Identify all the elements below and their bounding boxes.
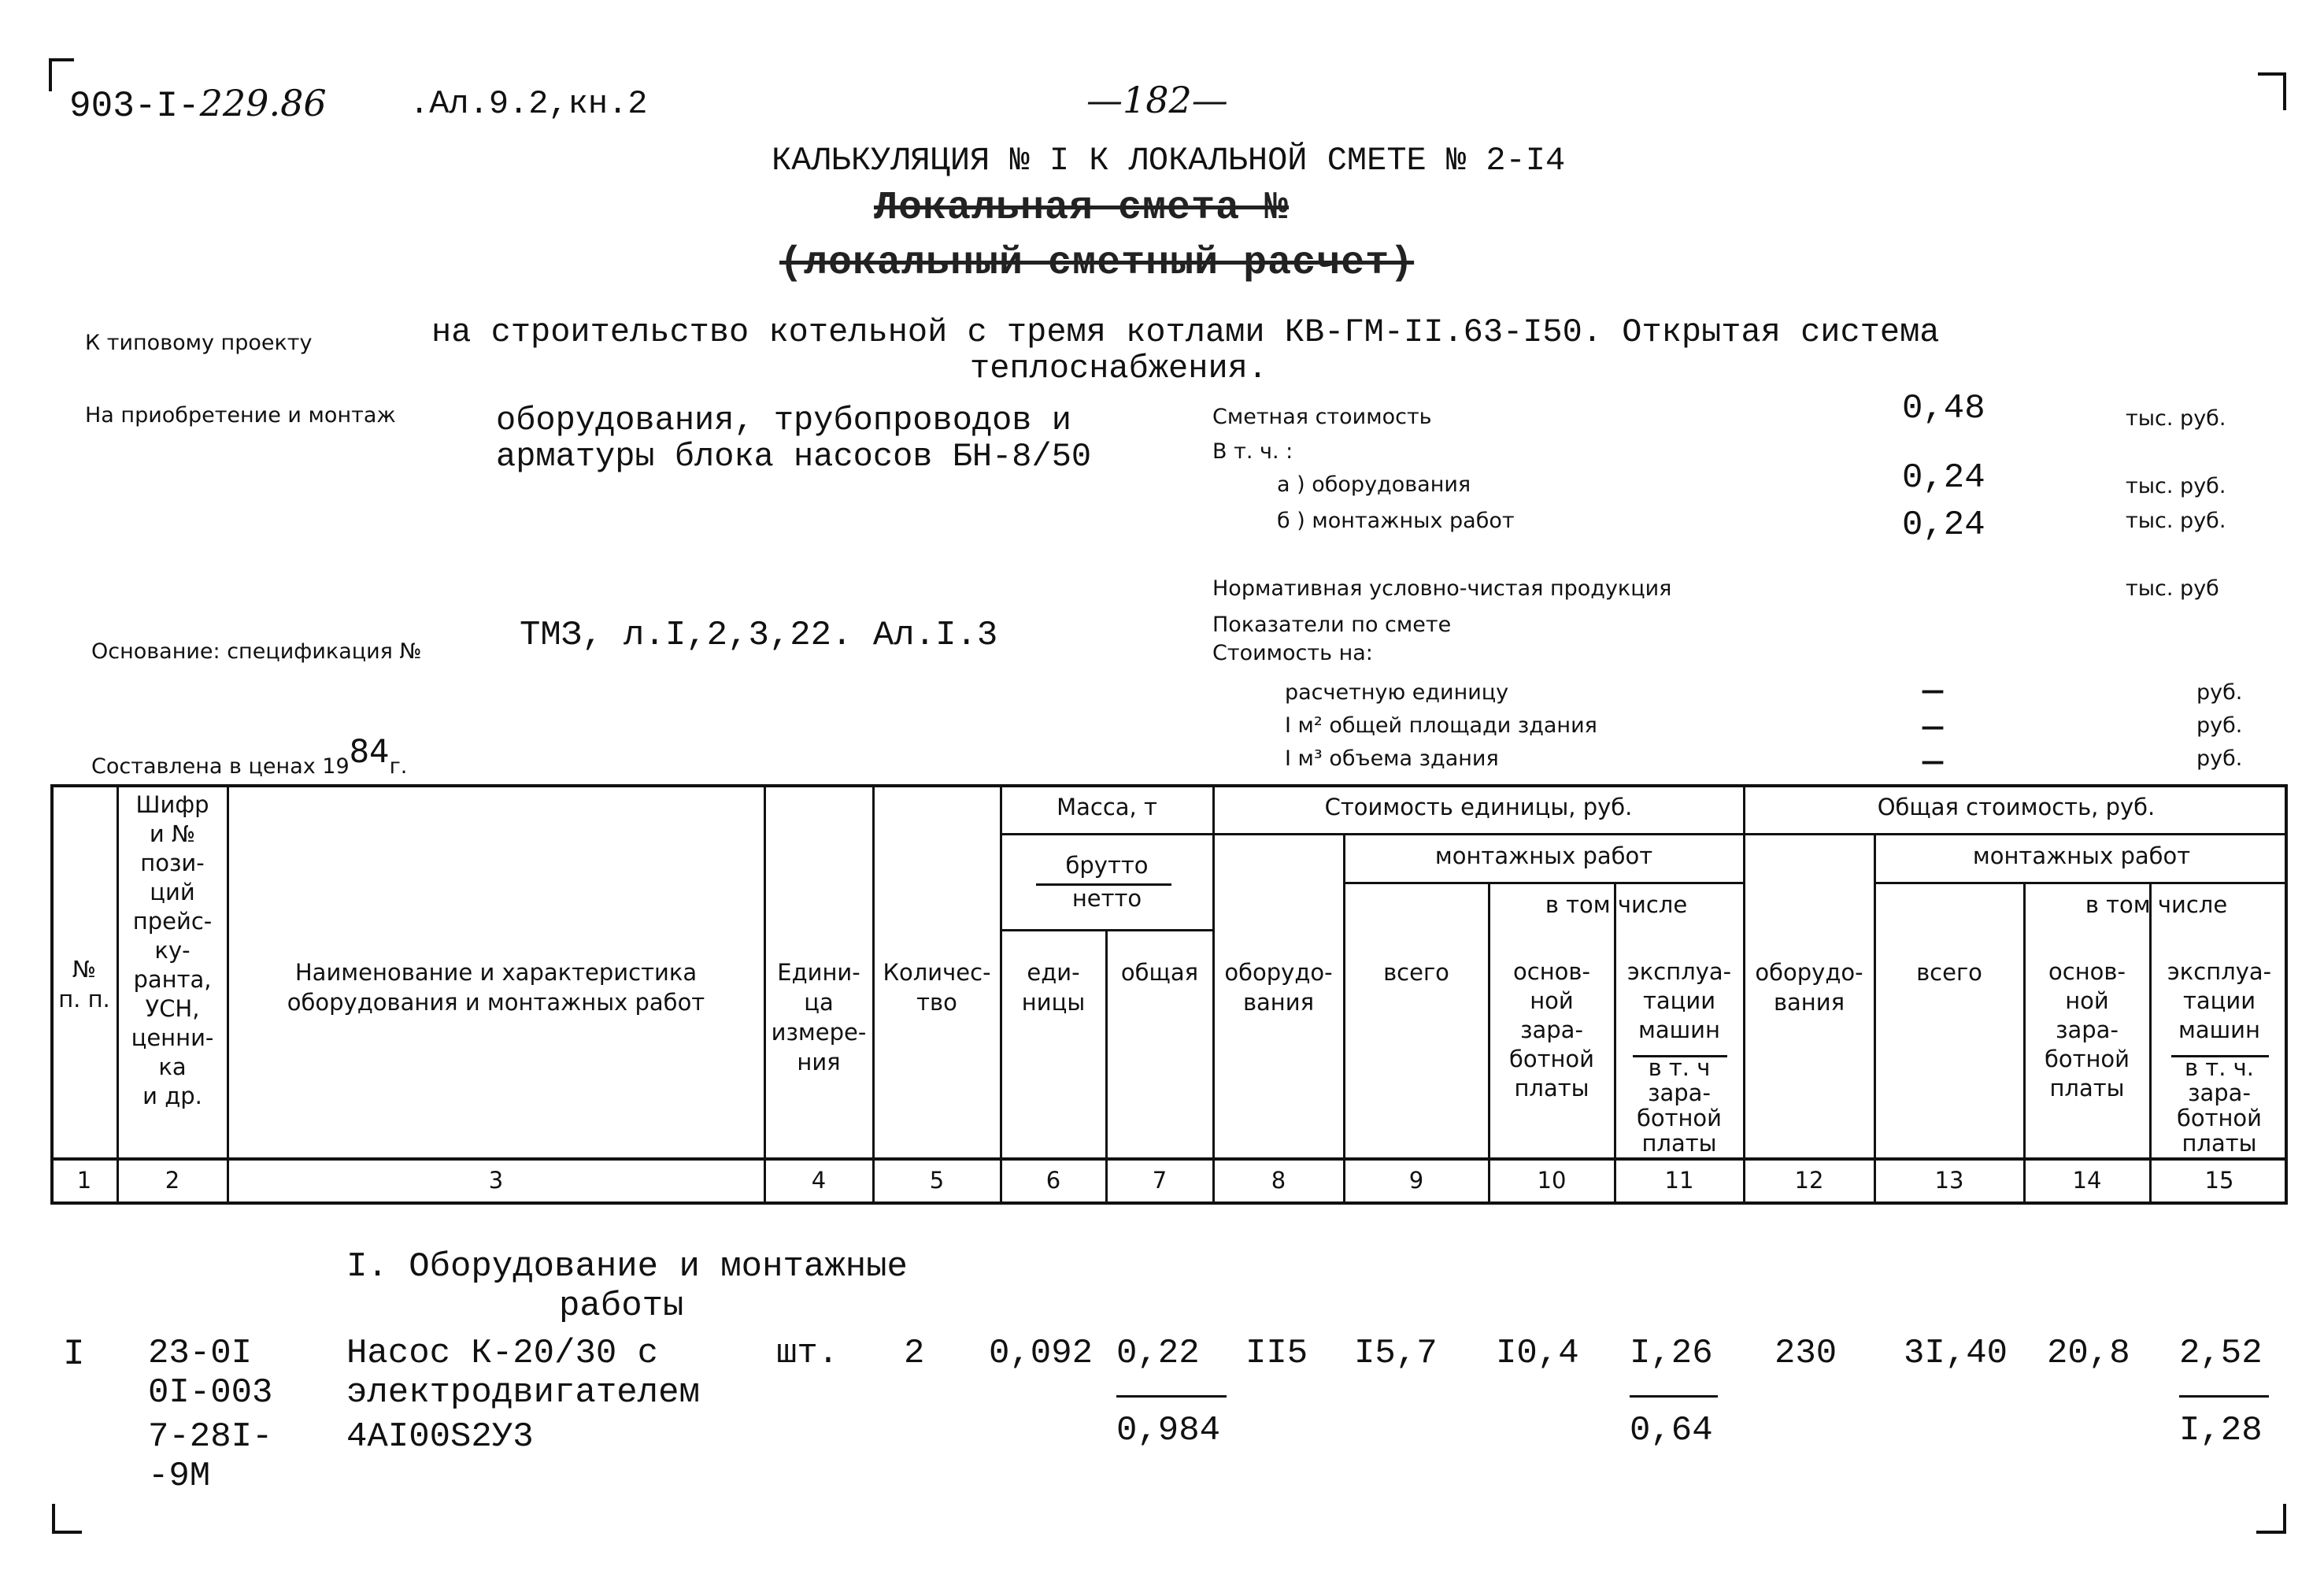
column-number: 5	[929, 1167, 945, 1194]
row-equipment-total: 230	[1774, 1334, 1837, 1373]
section-title-line2: работы	[559, 1287, 684, 1326]
column-number: 13	[1934, 1167, 1964, 1194]
album-reference: .Ал.9.2,кн.2	[409, 85, 648, 123]
row-code-line3: 7-28I-	[148, 1417, 273, 1457]
column-number: 12	[1794, 1167, 1824, 1194]
row-machine-wage-sum: I,28	[2179, 1411, 2263, 1450]
row-machine-fraction-line	[1630, 1395, 1718, 1398]
row-divider	[1000, 929, 1212, 931]
install-label: б ) монтажных работ	[1277, 509, 1515, 533]
header-install-works-total: монтажных работ	[1972, 842, 2191, 869]
row-machine-sum: 2,52	[2179, 1334, 2263, 1373]
project-value-line2: теплоснабжения.	[970, 350, 1268, 387]
corner-mark-top-right	[2258, 72, 2286, 110]
header-brutto: брутто	[1065, 852, 1149, 879]
row-unit: шт.	[776, 1334, 839, 1373]
row-base-wage: I0,4	[1496, 1334, 1579, 1373]
row-mass-total-netto: 0,984	[1116, 1411, 1221, 1450]
header-total-cost: Общая стоимость, руб.	[1877, 794, 2156, 820]
header-col-wage-sum: основ- ной зара- ботной платы	[2044, 958, 2130, 1102]
row-name-line2: электродвигателем	[346, 1373, 700, 1413]
document-code-prefix: 903-I-	[69, 86, 200, 127]
header-col-install-sum: всего	[1916, 959, 1982, 986]
row-install-total: I5,7	[1354, 1334, 1438, 1373]
row-machine-sum-fraction-line	[2179, 1395, 2269, 1398]
col-divider	[1874, 833, 1876, 1205]
row-code-line2: 0I-003	[148, 1373, 273, 1413]
page-number: —182—	[1086, 79, 1228, 121]
per-m3-label: I м³ объема здания	[1285, 746, 1499, 771]
header-netto: нетто	[1071, 885, 1142, 912]
header-col-unit: Едини- ца измере- ния	[771, 959, 867, 1076]
header-unit-cost: Стоимость единицы, руб.	[1324, 794, 1633, 820]
per-unit-label: расчетную единицу	[1285, 680, 1509, 705]
column-number: 3	[488, 1167, 504, 1194]
per-m3-dash: —	[1921, 748, 1945, 776]
column-number: 14	[2072, 1167, 2102, 1194]
column-number: 10	[1537, 1167, 1567, 1194]
prices-label	[91, 734, 408, 781]
row-quantity: 2	[904, 1334, 925, 1373]
column-number: 15	[2204, 1167, 2234, 1194]
project-value-line1: на строительство котельной с тремя котлами КВ-ГМ-II.63-I50. Открытая система	[431, 313, 1940, 351]
header-install-works: монтажных работ	[1434, 842, 1653, 869]
purpose-value-line2: арматуры блока насосов БН-8/50	[496, 438, 1092, 476]
corner-mark-bottom-left	[52, 1504, 82, 1534]
row-name-line3: 4АI00S2У3	[346, 1417, 534, 1457]
calculation-title: КАЛЬКУЛЯЦИЯ № I К ЛОКАЛЬНОЙ СМЕТЕ № 2-I4	[772, 142, 1566, 180]
prices-year-suffix: г.	[389, 754, 408, 779]
row-divider	[1343, 882, 1743, 884]
cost-on-label: Стоимость на:	[1212, 641, 1373, 665]
row-divider	[1874, 882, 2288, 884]
column-number: 2	[165, 1167, 180, 1194]
per-m2-label: I м² общей площади здания	[1285, 713, 1597, 738]
row-install-sum: 3I,40	[1904, 1334, 2008, 1373]
header-col-mass-unit: еди- ницы	[1021, 959, 1086, 1016]
header-col-machine-wage-sum: в т. ч. зара- ботной платы	[2176, 1054, 2263, 1157]
row-number: I	[63, 1334, 85, 1375]
row-name-line1: Насос К-20/30 с	[346, 1334, 659, 1373]
header-col-quantity: Количес- тво	[883, 959, 991, 1016]
header-including-total: в том числе	[2085, 891, 2228, 918]
header-col-number: № п. п.	[58, 956, 110, 1013]
including-label: В т. ч. :	[1212, 439, 1293, 464]
row-wage-sum: 20,8	[2047, 1334, 2130, 1373]
install-value: 0,24	[1902, 505, 1985, 545]
estimate-cost-value: 0,48	[1902, 389, 1985, 428]
row-machine-operation: I,26	[1630, 1334, 1713, 1373]
row-mass-total-brutto: 0,22	[1116, 1334, 1200, 1373]
header-col-equipment-total: оборудо- вания	[1755, 959, 1863, 1016]
purpose-label: На приобретение и монтаж	[85, 403, 396, 428]
column-number: 6	[1045, 1167, 1061, 1194]
row-code-line1: 23-0I	[148, 1334, 253, 1373]
column-number: 1	[76, 1167, 92, 1194]
document-code	[69, 82, 327, 127]
header-col-code: Шифр и № пози- ций прейс- ку- ранта, УСН, ценни- ка и др.	[131, 791, 214, 1109]
header-col-base-wage: основ- ной зара- ботной платы	[1508, 958, 1595, 1102]
equipment-unit: тыс. руб.	[2126, 474, 2226, 498]
struck-title-local-calculation: (локальный сметный расчет)	[779, 241, 1415, 286]
basis-label: Основание: спецификация №	[91, 639, 422, 664]
row-divider	[1000, 833, 2288, 835]
equipment-value: 0,24	[1902, 458, 1985, 498]
estimate-cost-label: Сметная стоимость	[1212, 405, 1432, 429]
install-unit: тыс. руб.	[2126, 509, 2226, 533]
purpose-value-line1: оборудования, трубопроводов и	[496, 402, 1071, 439]
header-col-mass-total: общая	[1120, 959, 1199, 986]
row-divider	[50, 1157, 2288, 1161]
per-m2-dash: —	[1921, 713, 1945, 741]
estimate-cost-unit: тыс. руб.	[2126, 406, 2226, 431]
document-code-handwritten: 229.86	[199, 82, 327, 124]
indicators-label: Показатели по смете	[1212, 613, 1452, 637]
struck-title-local-estimate: Локальная смета №	[874, 186, 1290, 231]
column-number: 7	[1152, 1167, 1168, 1194]
corner-mark-bottom-right	[2256, 1504, 2286, 1534]
normative-label: Нормативная условно-чистая продукция	[1212, 576, 1672, 601]
row-machine-wage: 0,64	[1630, 1411, 1713, 1450]
equipment-label: а ) оборудования	[1277, 472, 1471, 497]
column-number: 9	[1408, 1167, 1424, 1194]
normative-unit: тыс. руб	[2126, 576, 2219, 601]
column-number: 4	[811, 1167, 827, 1194]
prices-year: 84	[349, 734, 390, 770]
per-unit-rub: руб.	[2196, 680, 2243, 705]
prices-label-text: Составлена в ценах 19	[91, 754, 350, 779]
header-including: в том числе	[1545, 891, 1688, 918]
section-title-line1: I. Оборудование и монтажные	[346, 1247, 908, 1287]
header-col-install-total: всего	[1383, 959, 1449, 986]
column-number: 11	[1664, 1167, 1694, 1194]
header-mass: Масса, т	[1057, 794, 1157, 820]
header-col-name: Наименование и характеристика оборудования и монтажных работ	[287, 959, 705, 1016]
col-divider	[1343, 833, 1345, 1205]
header-col-machine-wage: в т. ч зара- ботной платы	[1636, 1054, 1723, 1157]
header-col-machine-sum: эксплуа- тации машин	[2167, 958, 2272, 1043]
row-mass-fraction-line	[1116, 1395, 1227, 1398]
column-number: 8	[1271, 1167, 1286, 1194]
header-col-machine-operation: эксплуа- тации машин	[1626, 958, 1732, 1043]
per-m2-rub: руб.	[2196, 713, 2243, 738]
per-m3-rub: руб.	[2196, 746, 2243, 771]
row-equipment-unit-cost: II5	[1245, 1334, 1308, 1373]
row-mass-unit: 0,092	[989, 1334, 1094, 1373]
basis-value: ТМЗ, л.I,2,3,22. Ал.I.3	[520, 616, 998, 655]
row-code-line4: -9М	[148, 1457, 211, 1496]
per-unit-dash: —	[1921, 677, 1945, 705]
project-label: К типовому проекту	[85, 331, 313, 355]
header-col-equipment-unit: оборудо- вания	[1224, 959, 1333, 1016]
